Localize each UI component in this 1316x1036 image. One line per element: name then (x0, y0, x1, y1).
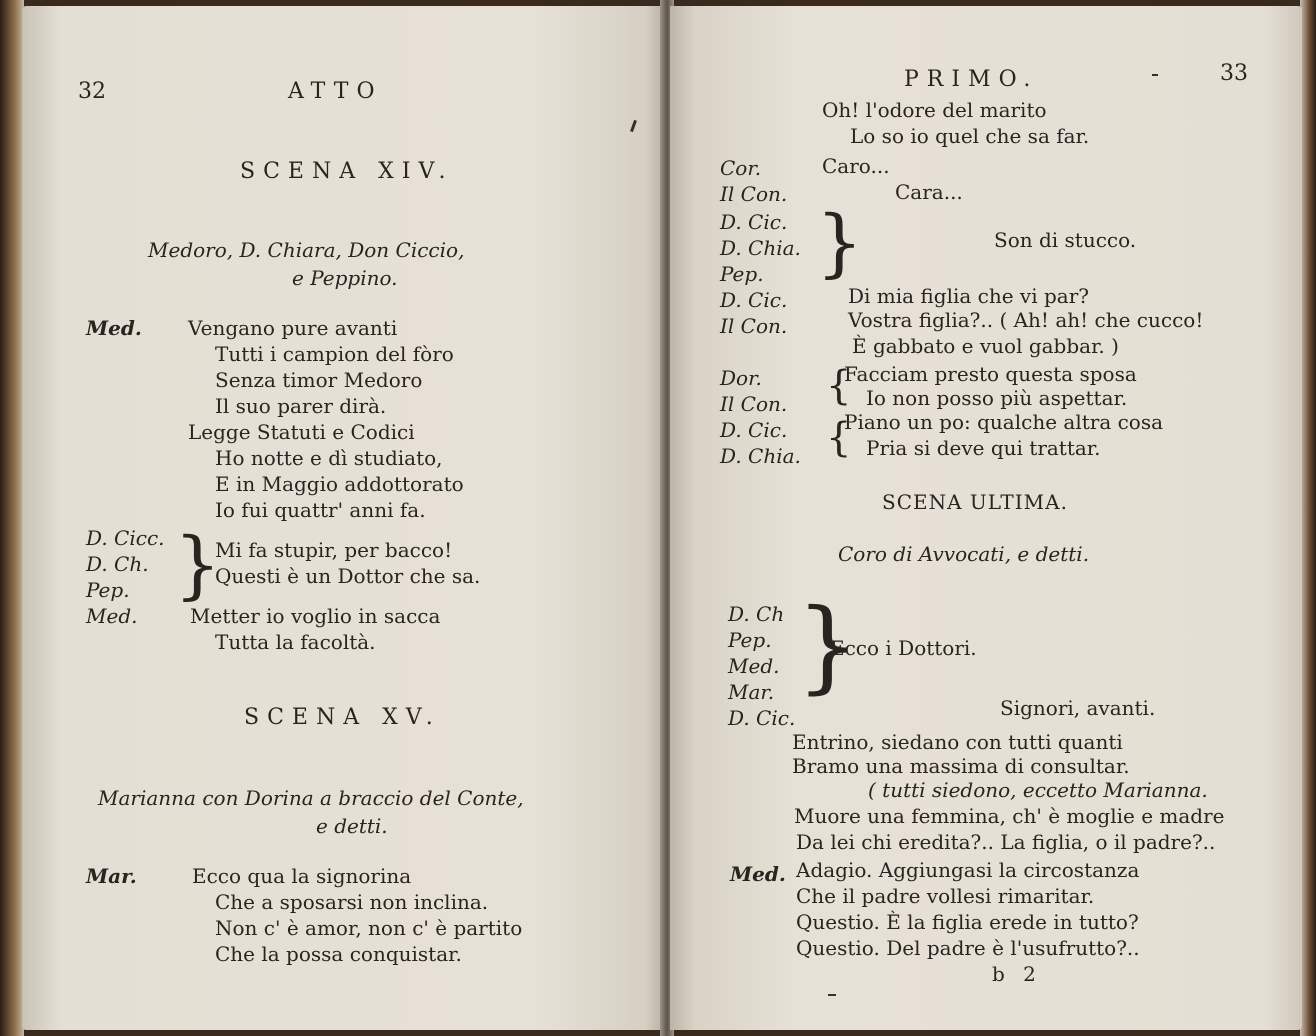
speaker-cor: Cor. (720, 156, 762, 180)
scene-14-cast-line1: Medoro, D. Chiara, Don Ciccio, (148, 238, 465, 262)
speaker-d-ch: D. Ch. (86, 552, 149, 576)
verse-line: Di mia figlia che vi par? (848, 284, 1089, 308)
brace-icon: { (826, 363, 852, 409)
brace-icon: } (174, 522, 222, 608)
verse-line: Metter io voglio in sacca (190, 604, 441, 628)
verse-line: Che a sposarsi non inclina. (215, 890, 489, 914)
verse-line: Da lei chi eredita?.. La figlia, o il padre?.. (796, 830, 1216, 854)
scene-last-cast: Coro di Avvocati, e detti. (838, 542, 1090, 566)
speaker-il-con: Il Con. (720, 392, 788, 416)
verse-line: Tutti i campion del fòro (215, 342, 454, 366)
scene-14-cast-line2: e Peppino. (292, 266, 398, 290)
verse-line: Lo so io quel che sa far. (850, 124, 1090, 148)
verse-line: Senza timor Medoro (215, 368, 423, 392)
verse-line: Non c' è amor, non c' è partito (215, 916, 523, 940)
verse-line: Io fui quattr' anni fa. (215, 498, 426, 522)
verse-line: Questi è un Dottor che sa. (215, 564, 481, 588)
scene-15-cast-line2: e detti. (316, 814, 388, 838)
verse-line: Facciam presto questa sposa (844, 362, 1137, 386)
verse-line: Caro... (822, 154, 890, 178)
speaker-d-cicc: D. Cicc. (86, 526, 165, 550)
scene-15-cast-line1: Marianna con Dorina a braccio del Conte, (98, 786, 524, 810)
speaker-il-con: Il Con. (720, 314, 788, 338)
speaker-d-cic: D. Cic. (728, 706, 796, 730)
speaker-mar: Mar. (728, 680, 775, 704)
verse-line: Muore una femmina, ch' è moglie e madre (794, 804, 1225, 828)
verse-line: Tutta la facoltà. (215, 630, 376, 654)
ink-mark (828, 994, 836, 996)
verse-line: Ecco qua la signorina (192, 864, 412, 888)
verse-line: Mi fa stupir, per bacco! (215, 538, 453, 562)
speaker-d-ch: D. Ch (728, 602, 785, 626)
verse-line: Che il padre vollesi rimaritar. (796, 884, 1095, 908)
brace-icon: } (796, 587, 860, 704)
ink-mark (1152, 74, 1158, 76)
speaker-d-chia: D. Chia. (720, 236, 801, 260)
verse-line: Questio. È la figlia erede in tutto? (796, 910, 1139, 934)
verse-line: Adagio. Aggiungasi la circostanza (796, 858, 1140, 882)
speaker-il-con: Il Con. (720, 182, 788, 206)
verse-line: Questio. Del padre è l'usufrutto?.. (796, 936, 1140, 960)
verse-line: Vostra figlia?.. ( Ah! ah! che cucco! (848, 308, 1204, 332)
speaker-med: Med. (86, 604, 138, 628)
right-page-number: 33 (1220, 61, 1248, 86)
left-page-number: 32 (78, 79, 106, 104)
verse-line: Piano un po: qualche altra cosa (844, 410, 1164, 434)
speaker-d-cic: D. Cic. (720, 210, 788, 234)
speaker-d-cic: D. Cic. (720, 288, 788, 312)
stage-direction: ( tutti siedono, eccetto Marianna. (868, 778, 1208, 802)
verse-line: Ho notte e dì studiato, (215, 446, 443, 470)
left-running-head: ATTO (288, 79, 383, 104)
speaker-d-cic: D. Cic. (720, 418, 788, 442)
verse-line: Signori, avanti. (1000, 696, 1156, 720)
speaker-med: Med. (730, 862, 786, 886)
verse-line: Legge Statuti e Codici (188, 420, 415, 444)
speaker-med: Med. (86, 316, 142, 340)
verse-line: Cara... (895, 180, 963, 204)
speaker-d-chia: D. Chia. (720, 444, 801, 468)
signature-mark: b 2 (992, 962, 1042, 986)
verse-line: Il suo parer dirà. (215, 394, 387, 418)
speaker-mar: Mar. (86, 864, 137, 888)
scene-14-title: SCENA XIV. (240, 159, 454, 184)
verse-line: Ecco i Dottori. (830, 636, 977, 660)
scene-last-title: SCENA ULTIMA. (882, 490, 1068, 514)
speaker-pep: Pep. (720, 262, 764, 286)
right-book-edge (1300, 0, 1316, 1036)
speaker-pep: Pep. (86, 578, 130, 602)
scene-15-title: SCENA XV. (244, 705, 441, 730)
verse-line: Vengano pure avanti (188, 316, 398, 340)
verse-line: Bramo una massima di consultar. (792, 754, 1130, 778)
verse-line: Che la possa conquistar. (215, 942, 462, 966)
verse-line: Io non posso più aspettar. (866, 386, 1128, 410)
speaker-dor: Dor. (720, 366, 762, 390)
brace-icon: } (816, 200, 864, 286)
verse-line: Entrino, siedano con tutti quanti (792, 730, 1123, 754)
verse-line: Oh! l'odore del marito (822, 98, 1047, 122)
speaker-pep: Pep. (728, 628, 772, 652)
brace-icon: { (826, 415, 852, 461)
speaker-med: Med. (728, 654, 780, 678)
verse-line: Son di stucco. (994, 228, 1137, 252)
verse-line: È gabbato e vuol gabbar. ) (852, 334, 1119, 358)
right-running-head: PRIMO. (904, 67, 1039, 92)
verse-line: Pria si deve qui trattar. (866, 436, 1101, 460)
verse-line: E in Maggio addottorato (215, 472, 464, 496)
left-book-edge (0, 0, 24, 1036)
